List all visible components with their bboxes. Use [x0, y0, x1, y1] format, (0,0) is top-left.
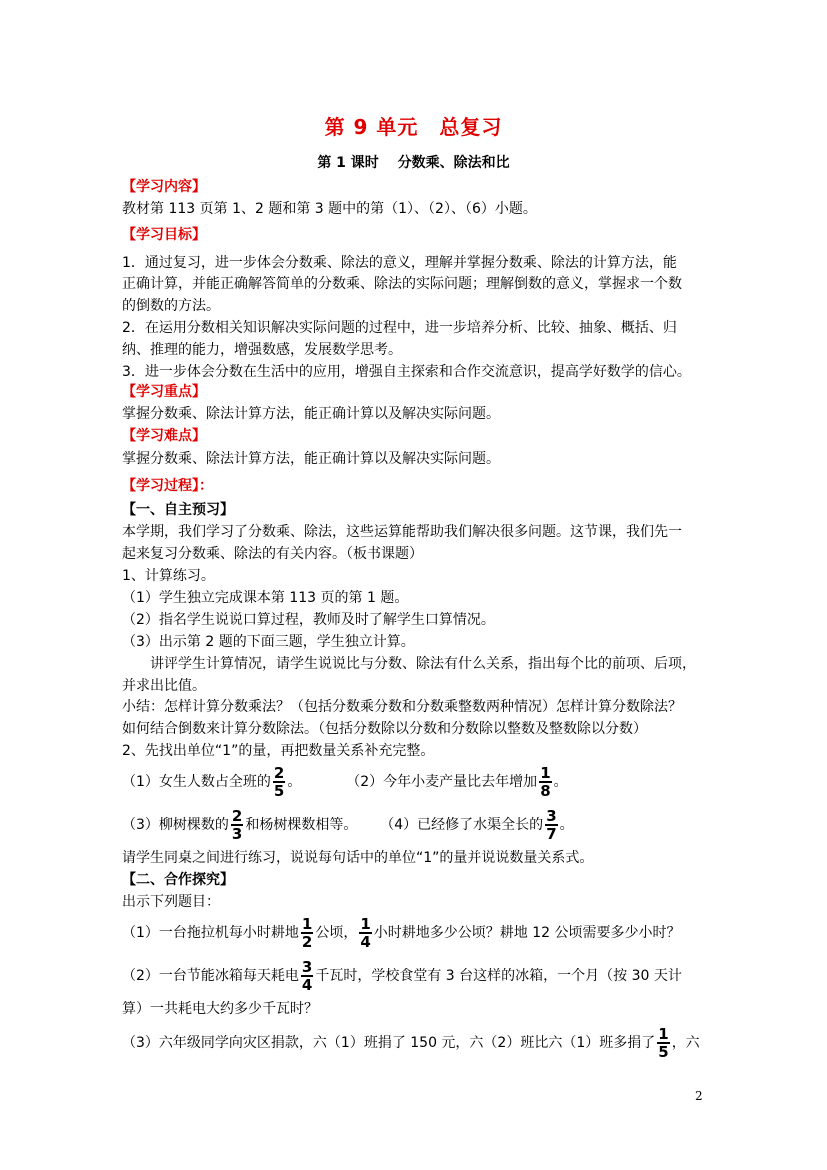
intro-line2: 起来复习分数乘、除法的有关内容。（板书课题） [122, 546, 423, 562]
q1-text: （1）女生人数占全班的 [122, 774, 271, 790]
process-header: 【学习过程】： [122, 478, 213, 494]
goal1-line3: 的倒数的方法。 [122, 298, 220, 314]
problem2-line2: 算）一共耗电大约多少千瓦时？ [122, 1001, 318, 1017]
calc-item2: （2）指名学生说说口算过程，教师及时了解学生口算情况。 [122, 612, 495, 628]
goal2-line1: 2．在运用分数相关知识解决实际问题的过程中，进一步培养分析、比较、抽象、概括、归 [122, 320, 677, 336]
intro-line1: 本学期，我们学习了分数乘、除法，这些运算能帮助我们解决很多问题。这节课，我们先一 [122, 524, 682, 540]
fraction-1-2: $\frac{1}{2}$ [301, 915, 313, 951]
question-row1: （1）女生人数占全班的 $\frac{2}{5}$ 。 （2）今年小麦产量比去年增加 $\frac{1}{8}$ 。 [122, 764, 568, 800]
content-header: 【学习内容】 [122, 179, 206, 195]
fraction-3-7: $\frac{3}{7}$ [546, 807, 557, 843]
comment-line2: 并求出比值。 [122, 678, 206, 694]
summary-line2: 如何结合倒数来计算分数除法。（包括分数除以分数和分数除以整数及整数除以分数） [122, 721, 647, 737]
q4-text: （4）已经修了水渠全长的 [380, 817, 544, 833]
fraction-1-4: $\frac{1}{4}$ [360, 915, 371, 951]
page-number: 2 [695, 1089, 703, 1103]
q2-text: （2）今年小麦产量比去年增加 [346, 774, 538, 790]
problem1: （1）一台拖拉机每小时耕地 $\frac{1}{2}$ 公顷， $\frac{1}{4}$ 小时耕地多少公顷？耕地 12 公顷需要多少小时？ [122, 915, 681, 951]
pair-practice-text: 请学生同桌之间进行练习，说说每句话中的单位“1”的量并说说数量关系式。 [122, 850, 594, 866]
calc-title: 1、计算练习。 [122, 568, 215, 584]
fraction-2-3: $\frac{2}{3}$ [231, 807, 243, 843]
goal3: 3．进一步体会分数在生活中的应用，增强自主探索和合作交流意识，提高学好数学的信心。 [122, 364, 691, 380]
difficulty-header: 【学习难点】 [122, 428, 206, 444]
fraction-3-4: $\frac{3}{4}$ [301, 958, 313, 994]
problem3: （3）六年级同学向灾区捐款，六（1）班捐了 150 元，六（2）班比六（1）班多捐了 $\frac{1}{5}$ ，六 [122, 1025, 700, 1061]
summary-line1: 小结：怎样计算分数乘法？（包括分数乘分数和分数乘整数两种情况）怎样计算分数除法？ [122, 699, 682, 715]
difficulty-text: 掌握分数乘、除法计算方法，能正确计算以及解决实际问题。 [122, 451, 500, 467]
goal1-line2: 正确计算，并能正确解答简单的分数乘、除法的实际问题；理解倒数的意义，掌握求一个数 [122, 276, 682, 292]
lesson-subtitle: 第 1 课时 分数乘、除法和比 [317, 155, 510, 171]
key-header: 【学习重点】 [122, 384, 206, 400]
unit-title: 2、先找出单位“1”的量，再把数量关系补充完整。 [122, 743, 435, 759]
fraction-1-5: $\frac{1}{5}$ [658, 1025, 669, 1061]
section2-header: 【二、合作探究】 [122, 872, 234, 888]
problem2-line1: （2）一台节能冰箱每天耗电 $\frac{3}{4}$ 千瓦时，学校食堂有 3 台这样的冰箱，一个月（按 30 天计 [122, 958, 682, 994]
page-title: 第 9 单元 总复习 [324, 115, 503, 139]
content-text: 教材第 113 页第 1、2 题和第 3 题中的第（1）、（2）、（6）小题。 [122, 201, 537, 217]
q3-text: （3）柳树棵数的 [122, 817, 229, 833]
question-row2: （3）柳树棵数的 $\frac{2}{3}$ 和杨树棵数相等。 （4）已经修了水渠全长的 $\frac{3}{7}$ 。 [122, 807, 574, 843]
show-text: 出示下列题目： [122, 894, 220, 910]
fraction-1-8: $\frac{1}{8}$ [540, 764, 551, 800]
comment-line1: 讲评学生计算情况，请学生说说比与分数、除法有什么关系，指出每个比的前项、后项， [150, 656, 696, 672]
calc-item3: （3）出示第 2 题的下面三题，学生独立计算。 [122, 634, 415, 650]
goal1-line1: 1．通过复习，进一步体会分数乘、除法的意义，理解并掌握分数乘、除法的计算方法，能 [122, 255, 677, 271]
goals-header: 【学习目标】 [122, 227, 206, 243]
key-text: 掌握分数乘、除法计算方法，能正确计算以及解决实际问题。 [122, 406, 500, 422]
fraction-2-5: $\frac{2}{5}$ [273, 764, 285, 800]
goal2-line2: 纳、推理的能力，增强数感，发展数学思考。 [122, 342, 402, 358]
section1-header: 【一、自主预习】 [122, 502, 234, 518]
calc-item1: （1）学生独立完成课本第 113 页的第 1 题。 [122, 590, 409, 606]
